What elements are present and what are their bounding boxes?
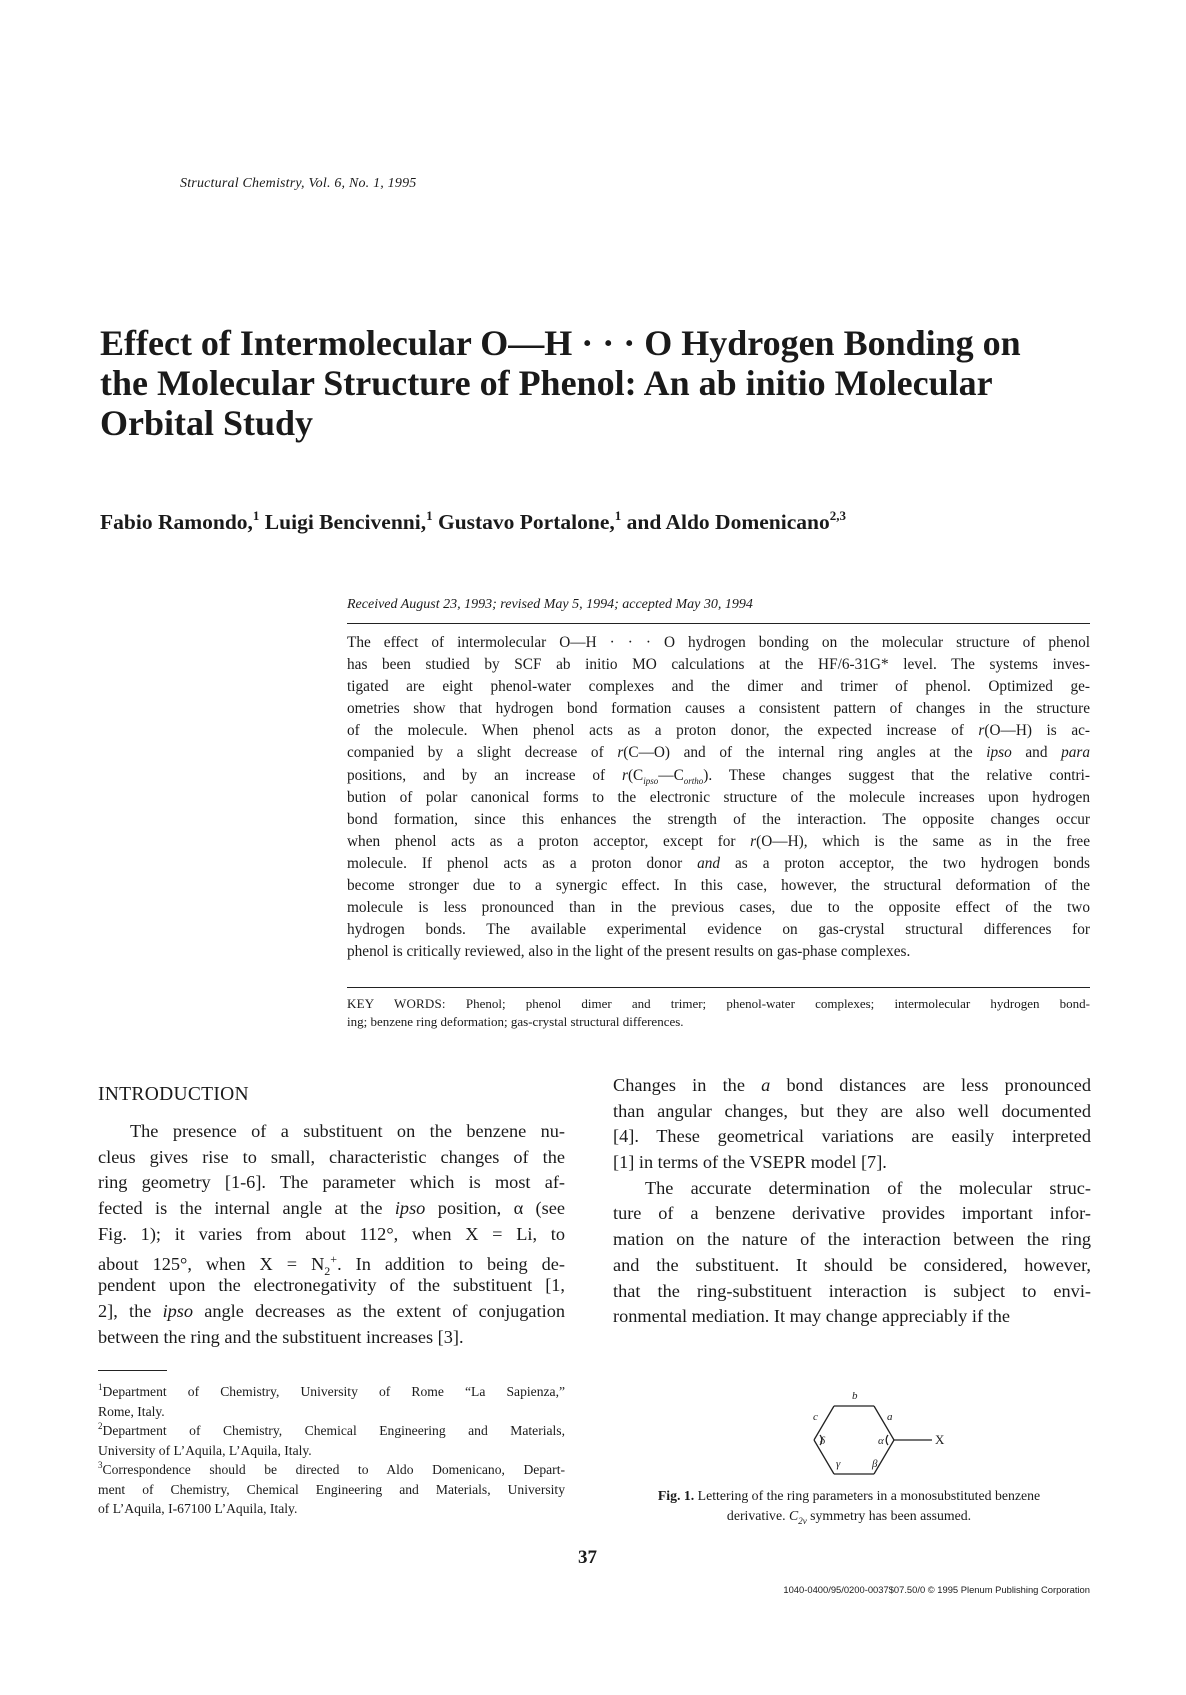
- label-beta: β: [872, 1458, 878, 1470]
- footnote-line: [98, 1480, 565, 1500]
- footnote-line: [98, 1382, 565, 1402]
- text-line: when phenol acts as a proton acceptor, except for r(O—H), which is the same as in the free: [347, 832, 1091, 850]
- text-line: fected is the internal angle at the ipso position, α (see: [98, 1198, 565, 1219]
- footnote-mark: 3: [98, 1460, 103, 1470]
- footnote-text: Department of Chemistry, University of Rome “La Sapienza,”: [102, 1384, 565, 1399]
- affiliation-mark: 1: [426, 508, 433, 523]
- author-name: and Aldo Domenicano: [626, 510, 830, 534]
- received-dates: Received August 23, 1993; revised May 5, 1994; accepted May 30, 1994: [347, 597, 753, 612]
- title-line: the Molecular Structure of Phenol: An ab initio Molecular: [100, 363, 993, 403]
- caption-text: Lettering of the ring parameters in a monosubstituted benzene: [697, 1488, 1041, 1503]
- journal-header: Structural Chemistry, Vol. 6, No. 1, 1995: [180, 176, 417, 191]
- text-line: positions, and by an increase of $r(C_{ipso}—C_{ortho})$. These changes suggest that the relative contri-: [347, 766, 1090, 786]
- text-line: than angular changes, but they are also well documented: [613, 1100, 1091, 1121]
- footnote-text: Rome, Italy.: [98, 1403, 165, 1419]
- caption-line: derivative. $C_{2v}$ symmetry has been assumed.: [726, 1508, 972, 1526]
- text-line: ronmental mediation. It may change appreciably if the: [613, 1306, 1010, 1327]
- author-list: [100, 510, 1100, 535]
- footnote-mark: 2: [98, 1421, 103, 1431]
- text-line: between the ring and the substituent increases [3].: [98, 1326, 464, 1347]
- footnote-mark: 1: [98, 1382, 103, 1392]
- footnote-text: ment of Chemistry, Chemical Engineering and Materials, University: [98, 1481, 565, 1497]
- text-line: Changes in the a bond distances are less pronounced: [613, 1075, 1091, 1095]
- author-name: Fabio Ramondo,: [100, 510, 253, 534]
- footnote-text: Department of Chemistry, Chemical Engineering and Materials,: [102, 1423, 565, 1438]
- intro-left-column: [98, 1119, 565, 1350]
- abstract: [347, 632, 1090, 963]
- benzene-ring-figure: [760, 1380, 960, 1490]
- caption-label: Fig. 1.: [657, 1488, 695, 1503]
- keywords-line: [347, 995, 1090, 1013]
- text-line: companied by a slight decrease of r(C—O) and of the internal ring angles at the ipso and para: [347, 744, 1090, 762]
- affiliation-mark: 1: [252, 508, 260, 523]
- text-line: that the ring-substituent interaction is subject to envi-: [613, 1280, 1091, 1301]
- text-line: and the substituent. It should be considered, however,: [613, 1254, 1091, 1275]
- footnote-line: [98, 1460, 565, 1480]
- text-line: bution of polar canonical forms to the electronic structure of the molecule increases upon hydrogen: [347, 788, 1090, 806]
- text-line: pendent upon the electronegativity of the substituent [1,: [98, 1275, 565, 1296]
- text-line: The accurate determination of the molecular struc-: [645, 1177, 1091, 1198]
- text-line: of the molecule. When phenol acts as a proton donor, the expected increase of r(O—H) is ac-: [347, 722, 1090, 740]
- keywords-label: KEY WORDS:: [347, 996, 446, 1011]
- caption-line: [606, 1486, 1092, 1506]
- author-name: Gustavo Portalone,: [437, 510, 615, 534]
- affiliation-mark: 1: [614, 508, 622, 523]
- text-line: has been studied by SCF ab initio MO calculations at the HF/6-31G* level. The systems inves-: [347, 656, 1090, 674]
- text-line: molecule. If phenol acts as a proton donor and as a proton acceptor, the two hydrogen bonds: [347, 854, 1090, 872]
- footnote-line: [98, 1402, 565, 1422]
- text-line: Fig. 1); it varies from about 112°, when X = Li, to: [98, 1223, 565, 1244]
- text-line: The presence of a substituent on the benzene nu-: [130, 1121, 565, 1141]
- footnote-line: [98, 1499, 565, 1519]
- abstract-bottom-rule: [347, 987, 1090, 988]
- text-line: tigated are eight phenol-water complexes and the dimer and trimer of phenol. Optimized ge-: [347, 678, 1090, 696]
- text-line: hydrogen bonds. The available experimental evidence on gas-crystal structural differences for: [347, 921, 1090, 939]
- label-c: c: [813, 1411, 818, 1423]
- footnotes: [98, 1382, 565, 1519]
- keywords: [347, 995, 1090, 1031]
- footnote-line: [98, 1441, 565, 1461]
- page-number: 37: [578, 1547, 597, 1568]
- text-line: ometries show that hydrogen bond formation causes a consistent pattern of changes in the structure: [347, 700, 1090, 718]
- label-alpha: α: [878, 1435, 884, 1447]
- label-b: b: [852, 1390, 858, 1402]
- author-name: Luigi Bencivenni,: [264, 510, 427, 534]
- intro-right-column: [613, 1073, 1091, 1330]
- text-line: become stronger due to a synergic effect. In this case, however, the structural deformation of the: [347, 877, 1090, 895]
- text-line: 2], the ipso angle decreases as the extent of conjugation: [98, 1300, 565, 1321]
- label-a: a: [887, 1411, 893, 1423]
- text-line: [1] in terms of the VSEPR model [7].: [613, 1152, 887, 1173]
- abstract-top-rule: [347, 623, 1090, 624]
- text-line: phenol is critically reviewed, also in the light of the present results on gas-phase complexes.: [347, 943, 911, 961]
- footnote-rule: [98, 1370, 167, 1371]
- label-delta: δ: [820, 1435, 826, 1447]
- text-line: [4]. These geometrical variations are easily interpreted: [613, 1126, 1091, 1147]
- title-line: Orbital Study: [100, 403, 314, 443]
- keywords-line: ing; benzene ring deformation; gas-crystal structural differences.: [347, 1014, 684, 1029]
- affiliation-mark: 2,3: [829, 508, 846, 523]
- text-line: The effect of intermolecular O—H · · · O hydrogen bonding on the molecular structure of phenol: [347, 634, 1090, 651]
- text-line: ring geometry [1-6]. The parameter which is most af-: [98, 1172, 565, 1193]
- text-line: bond formation, since this enhances the strength of the interaction. The opposite changes occur: [347, 810, 1090, 828]
- label-gamma: γ: [836, 1458, 841, 1470]
- angle-arc-alpha: [886, 1435, 888, 1445]
- figure-caption: [606, 1486, 1092, 1531]
- text-line: ture of a benzene derivative provides important infor-: [613, 1203, 1091, 1224]
- text-line: molecule is less pronounced than in the previous cases, due to the opposite effect of the two: [347, 899, 1090, 917]
- footnote-text: Correspondence should be directed to Aldo Domenicano, Depart-: [102, 1462, 565, 1477]
- footnote-line: [98, 1421, 565, 1441]
- section-heading: INTRODUCTION: [98, 1084, 249, 1105]
- footnote-text: University of L’Aquila, L’Aquila, Italy.: [98, 1442, 312, 1458]
- title-line: Effect of Intermolecular O—H · · · O Hydrogen Bonding on: [100, 323, 1021, 363]
- text-line: mation on the nature of the interaction between the ring: [613, 1229, 1091, 1250]
- text-line: about 125°, when $X = N_2^+$. In addition to being de-: [98, 1252, 565, 1279]
- paper-title: [100, 323, 1100, 443]
- label-x: X: [935, 1432, 945, 1447]
- text-line: cleus gives rise to small, characteristic changes of the: [98, 1146, 565, 1167]
- copyright-line: 1040-0400/95/0200-0037$07.50/0 © 1995 Plenum Publishing Corporation: [783, 1584, 1090, 1595]
- footnote-text: of L’Aquila, I-67100 L’Aquila, Italy.: [98, 1501, 298, 1516]
- keywords-text: Phenol; phenol dimer and trimer; phenol-water complexes; intermolecular hydrogen bond-: [465, 996, 1090, 1011]
